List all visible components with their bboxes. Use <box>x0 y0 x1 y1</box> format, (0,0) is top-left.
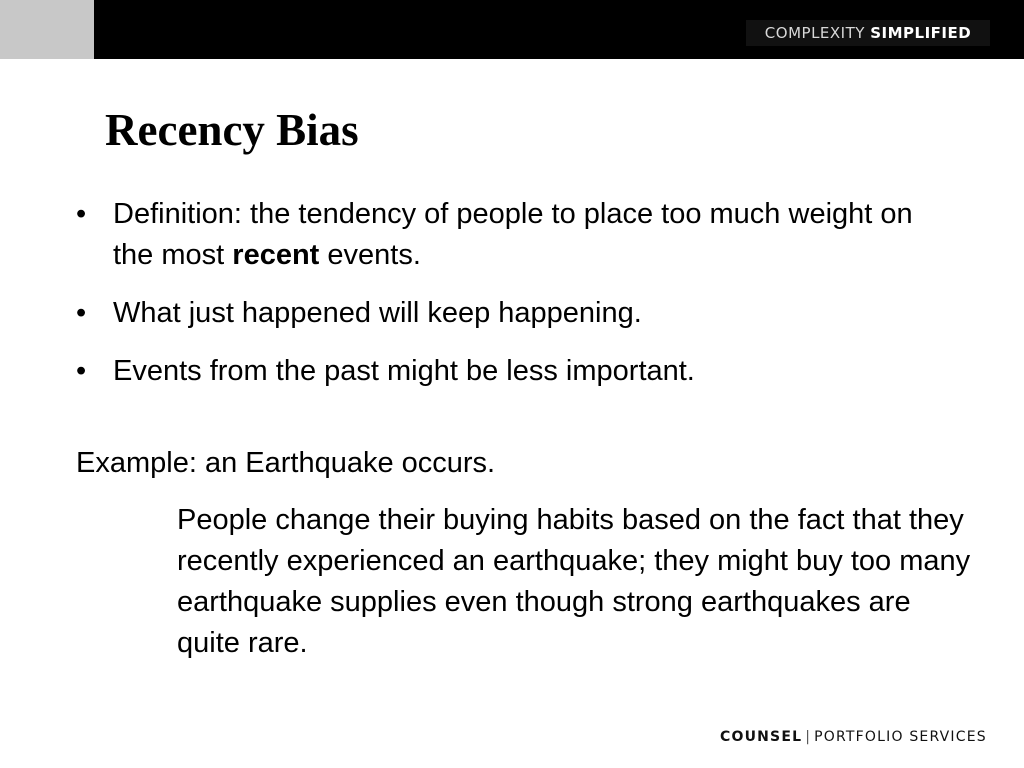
tagline-bold-text: SIMPLIFIED <box>870 24 972 42</box>
bullet-text-past-events: Events from the past might be less important. <box>113 355 695 387</box>
bullet-item-keep-happening <box>76 293 956 334</box>
footer-brand-logo <box>720 726 1000 748</box>
top-banner-accent-block <box>0 0 94 59</box>
footer-brand-subtitle: PORTFOLIO SERVICES <box>814 729 987 745</box>
footer-brand-name: COUNSEL <box>720 729 803 745</box>
bullet-marker: • <box>76 198 87 230</box>
slide-title: Recency Bias <box>105 105 359 155</box>
bullet-marker: • <box>76 297 87 329</box>
example-heading: Example: an Earthquake occurs. <box>76 447 496 479</box>
bullet-text-definition-start: Definition: the tendency of people to place too much weight on the most <box>113 198 913 271</box>
bullet-text-definition-end: events. <box>319 239 421 271</box>
bullet-list <box>76 194 956 409</box>
footer-brand-separator: | <box>805 729 812 745</box>
bullet-text-keep-happening: What just happened will keep happening. <box>113 297 642 329</box>
tagline-badge <box>746 20 990 46</box>
bullet-marker: • <box>76 355 87 387</box>
example-detail-paragraph: People change their buying habits based on the fact that they recently experienced an earthquake; they might buy too many earthquake supplies even though strong earthquakes are quite rare. <box>177 504 971 659</box>
bullet-emphasis-recent: recent <box>232 239 320 271</box>
bullet-item-definition <box>76 194 956 276</box>
tagline-light-text: COMPLEXITY <box>764 24 865 42</box>
bullet-item-past-events <box>76 351 956 392</box>
